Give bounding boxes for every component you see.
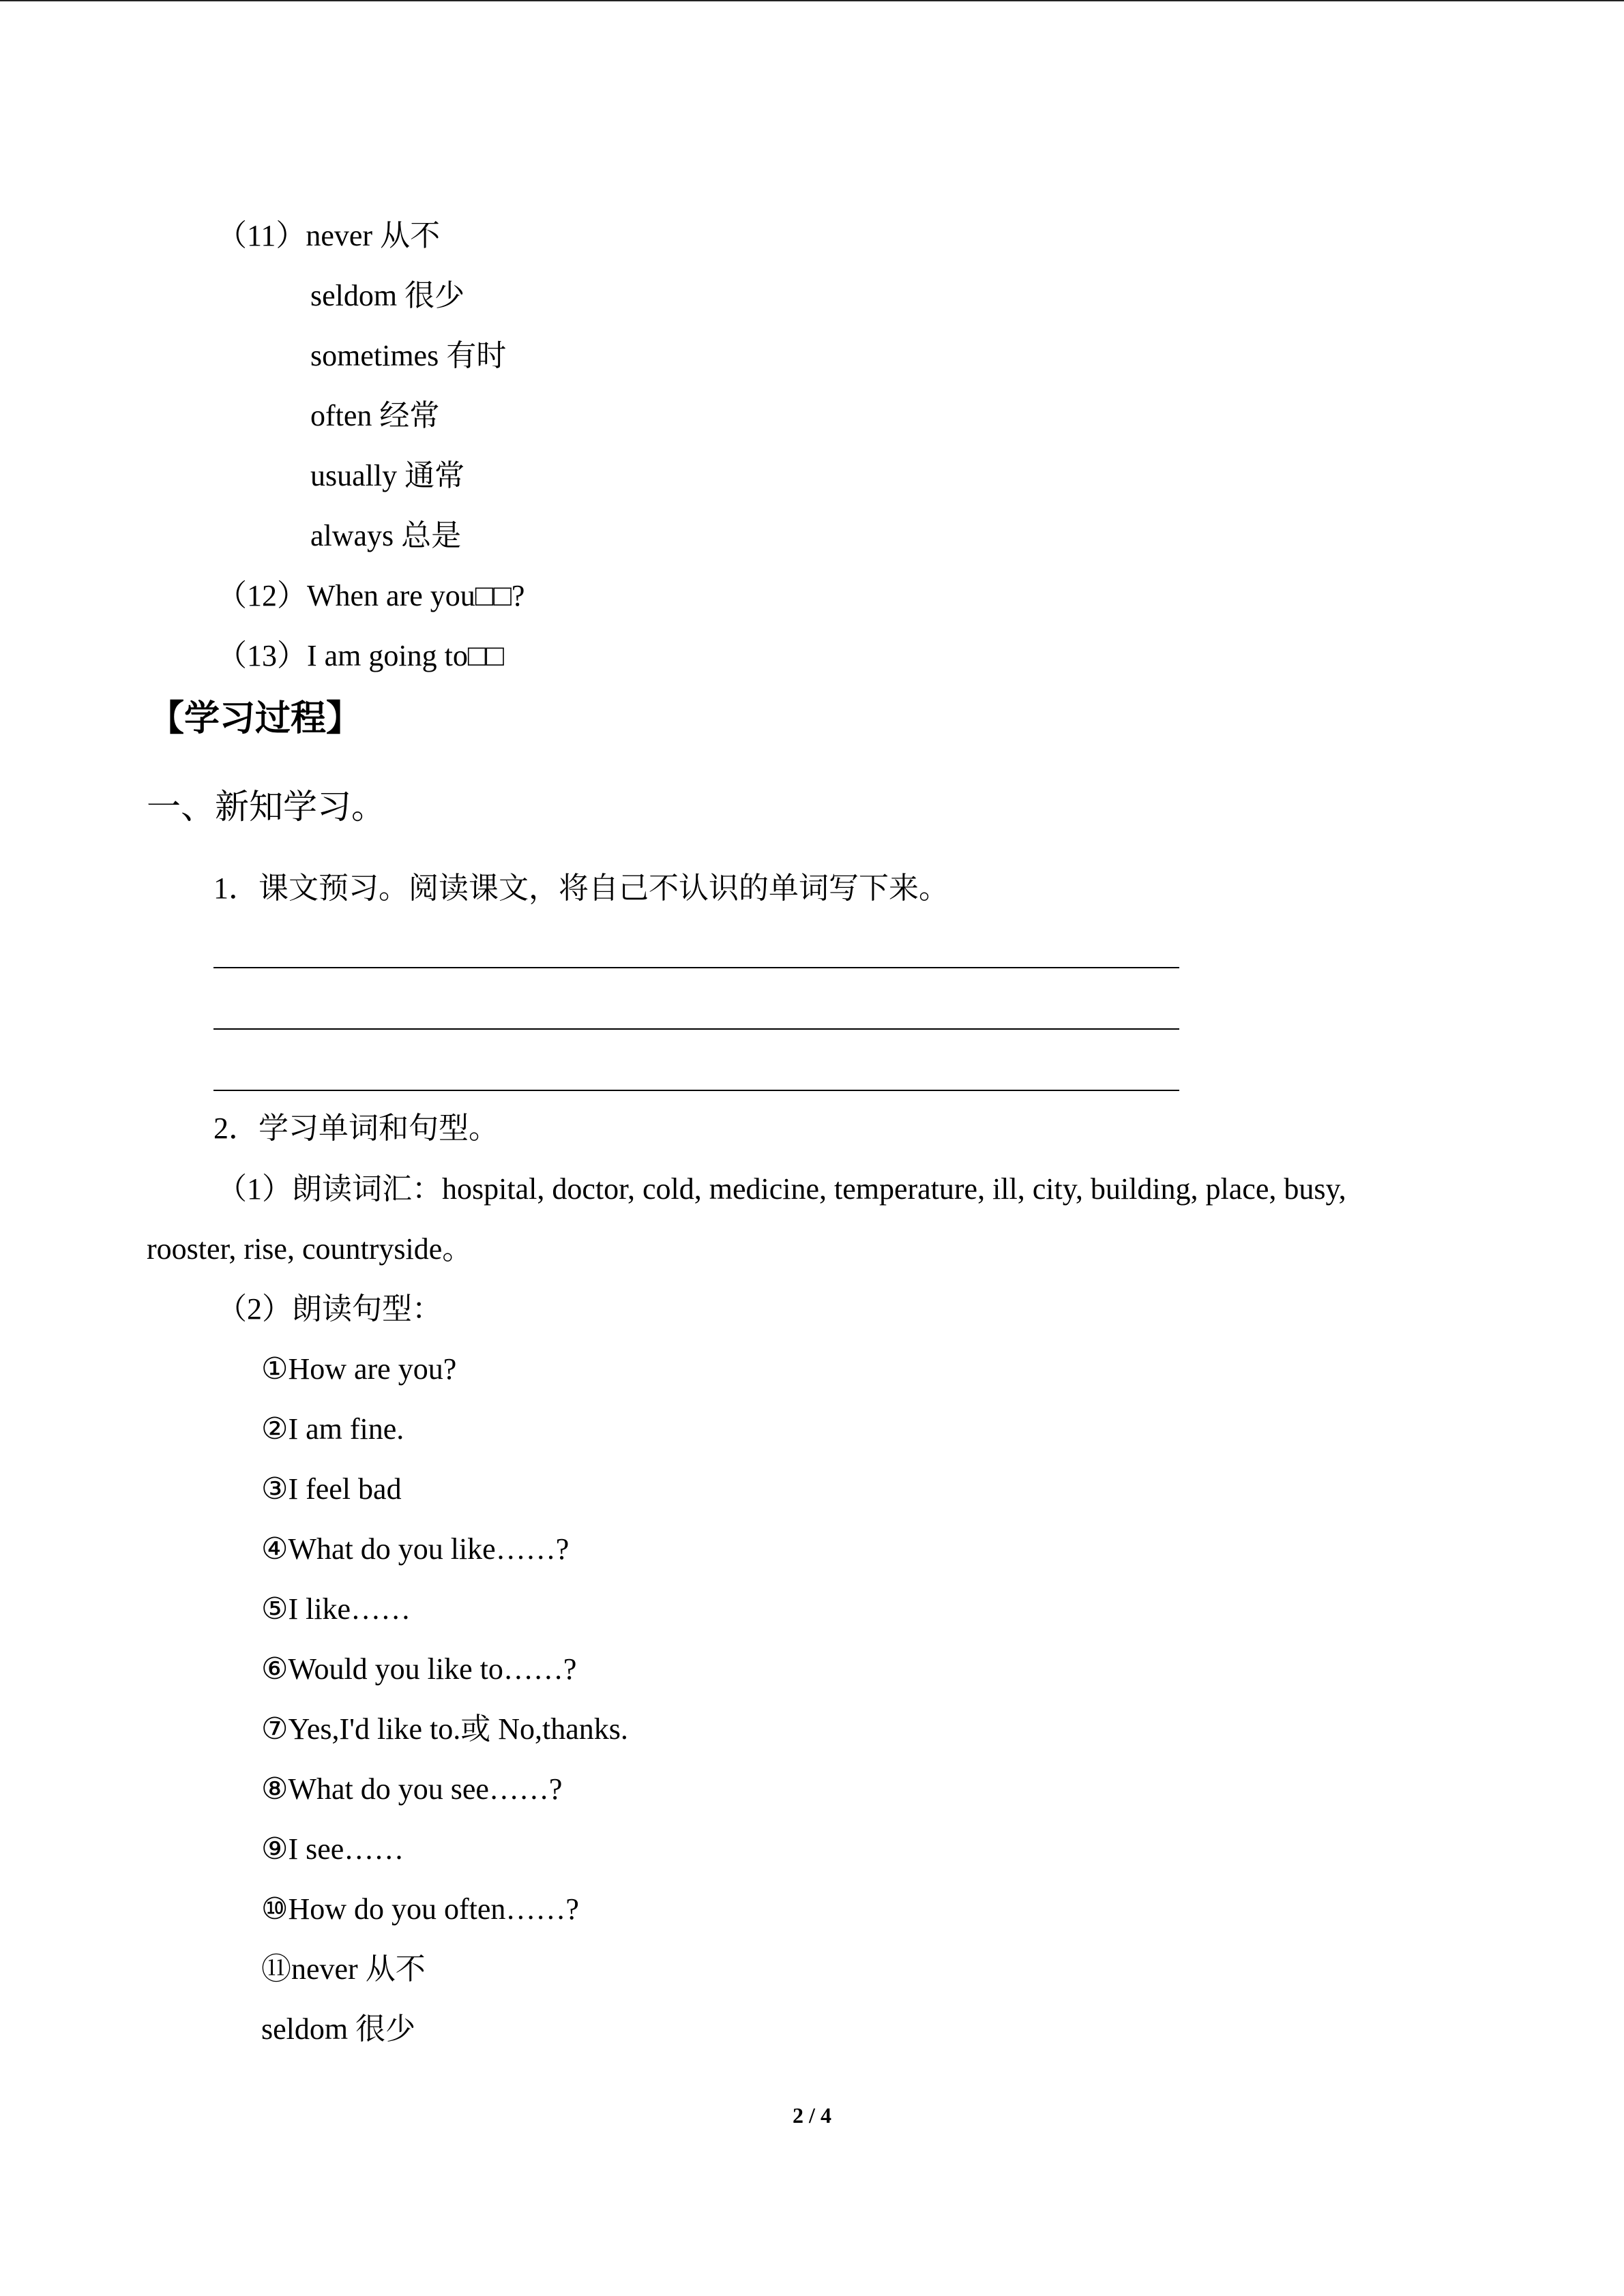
writing-blank-line[interactable] <box>213 1090 1179 1091</box>
section-new-knowledge: 一、新知学习。 <box>147 788 385 826</box>
vocab-read-line-1: （1）朗读词汇：hospital, doctor, cold, medicine, temperature, ill, city, building, place, busy, <box>217 1172 1346 1206</box>
vocab-item-always: always 总是 <box>310 519 462 552</box>
sentence-pattern: ⑧What do you see……? <box>261 1772 563 1806</box>
vocab-item-seldom: seldom 很少 <box>310 279 465 312</box>
vocab-item-never: （11）never 从不 <box>217 219 441 252</box>
sentence-12: （12）When are you□□? <box>217 579 525 612</box>
task-1-preview: 1．课文预习。阅读课文，将自己不认识的单词写下来。 <box>213 871 949 905</box>
sentence-pattern: ③I feel bad <box>261 1472 402 1506</box>
vocab-read-line-2: rooster, rise, countryside。 <box>147 1232 473 1266</box>
sentence-pattern: ①How are you? <box>261 1352 457 1386</box>
vocab-item-usually: usually 通常 <box>310 459 465 492</box>
page-top-border <box>0 0 1624 1</box>
sentence-pattern: ⑩How do you often……? <box>261 1892 579 1926</box>
sentence-pattern: ⑪never 从不 <box>261 1952 426 1986</box>
sentence-pattern: ②I am fine. <box>261 1412 404 1446</box>
page-number: 2 / 4 <box>793 2103 831 2128</box>
learning-process-heading: 【学习过程】 <box>149 700 362 739</box>
writing-blank-line[interactable] <box>213 967 1179 968</box>
writing-blank-line[interactable] <box>213 1028 1179 1030</box>
sentence-pattern: ④What do you like……? <box>261 1532 570 1566</box>
task-2-study: 2．学习单词和句型。 <box>213 1112 499 1145</box>
vocab-item-sometimes: sometimes 有时 <box>310 339 507 372</box>
sentence-pattern: seldom 很少 <box>261 2012 416 2046</box>
sentence-pattern: ⑦Yes,I'd like to.或 No,thanks. <box>261 1712 628 1746</box>
sentence-pattern: ⑥Would you like to……? <box>261 1652 577 1686</box>
sentence-pattern: ⑨I see…… <box>261 1832 404 1866</box>
vocab-item-often: often 经常 <box>310 399 440 432</box>
sentence-pattern: ⑤I like…… <box>261 1592 411 1626</box>
sentences-read-label: （2）朗读句型： <box>217 1292 442 1326</box>
sentence-13: （13）I am going to□□ <box>217 639 505 672</box>
